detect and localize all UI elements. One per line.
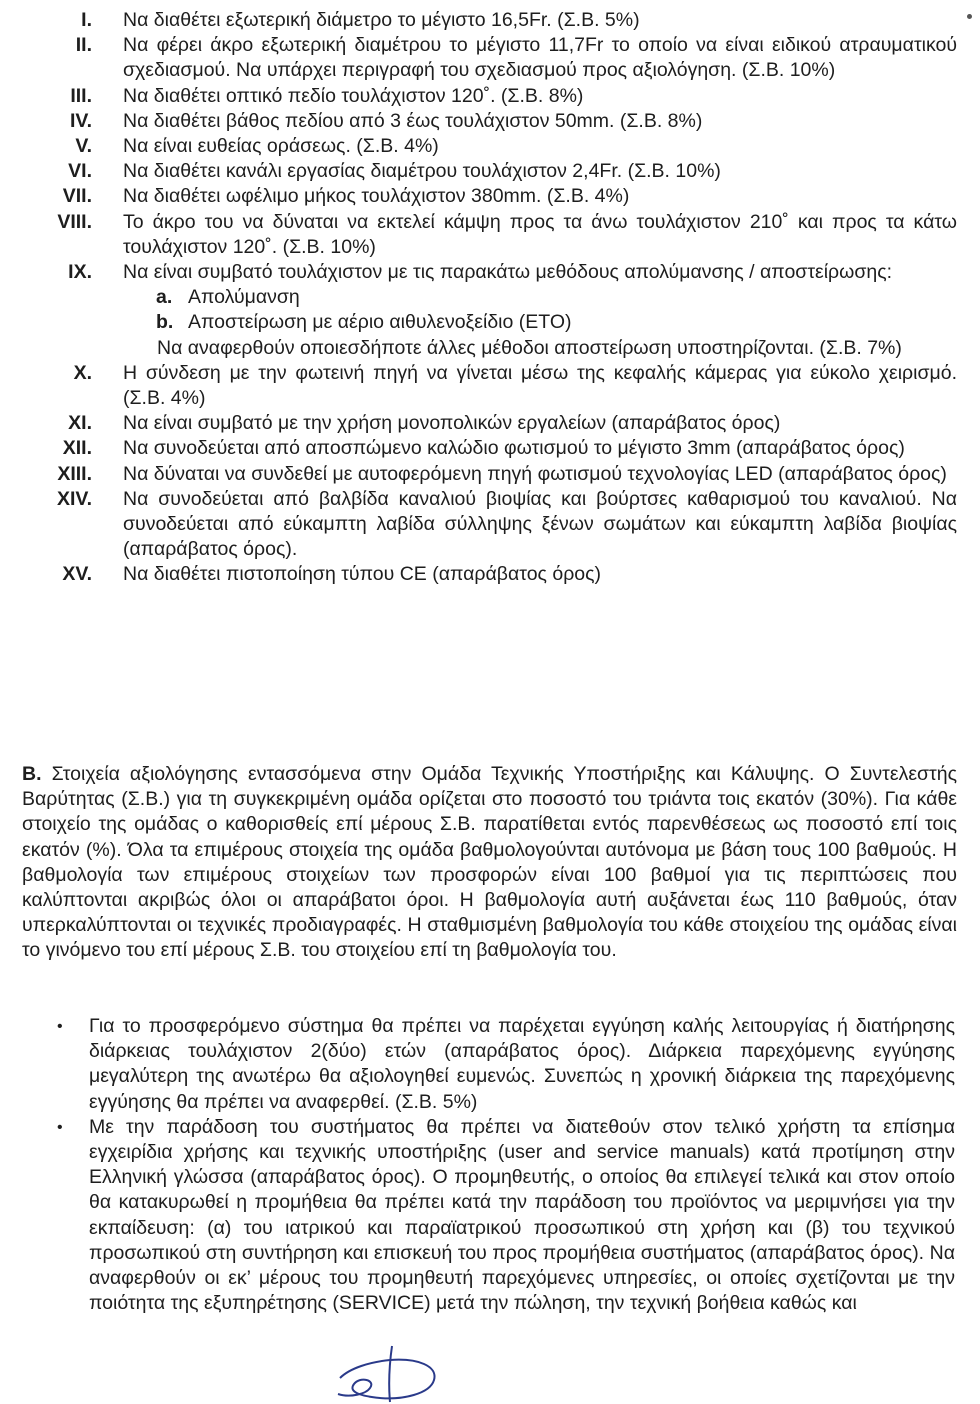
item-text: Να είναι ευθείας οράσεως. (Σ.Β. 4%) — [123, 135, 439, 158]
item-text: Να συνοδεύεται από βαλβίδα καναλιού βιοψίας και βούρτσες καθαρισμού του καναλιού. Να συνοδεύεται από εύκαμπτη λαβίδα σύλληψης ξένων σωμάτων και εύκαμπτη λαβίδα βιοψίας (απαράβατος όρος). — [123, 487, 957, 561]
spec-item — [0, 462, 980, 487]
item-text: Να είναι συμβατό τουλάχιστον με τις παρακάτω μεθόδους απολύμανσης / αποστείρωσης: — [123, 261, 893, 284]
bullet-item — [0, 1115, 980, 1317]
sub-item — [0, 310, 980, 335]
sub-item-label: b. — [156, 311, 174, 334]
bullet-text: Με την παράδοση του συστήματος θα πρέπει να διατεθούν στον τελικό χρήστη τα επίσημα εγχειρίδια χρήσης και τεχνικής υποστήριξης (user and service manuals) κατά προτίμηση στην Ελληνική γλώσσα (απαράβατος όρος). Ο προμηθευτής, ο οποίος θα επιλεγεί τελικά και στον οποίο θα κατακυρωθεί η προμήθεια θα πρέπει κατά την παράδοση του προϊόντος να μεριμνήσει για την εκπαίδευση: (α) του ιατρικού και παραϊατρικού προσωπικού στη χρήση και (β) του τεχνικού προσωπικού στη συντήρηση και επισκευή του προς προμήθεια συστήματος (απαράβατος όρος). Να αναφερθούν οι εκ’ μέρους του προμηθευτή παρεχόμενες υπηρεσίες, οι οποίες σχετίζονται με την ποιότητα της εξυπηρέτησης (SERVICE) μετά την πώληση, την τεχνική βοήθεια καθώς και — [89, 1115, 955, 1315]
spec-item — [0, 260, 980, 285]
spec-item — [0, 487, 980, 563]
item-text: Να διαθέτει βάθος πεδίου από 3 έως τουλάχιστον 50mm. (Σ.Β. 8%) — [123, 109, 703, 132]
bullet-icon: • — [57, 1018, 63, 1035]
section-b-paragraph — [22, 762, 957, 964]
spec-item — [0, 210, 980, 260]
item-number: XIV. — [56, 487, 92, 510]
spec-item — [0, 436, 980, 461]
item-number: XIII. — [57, 462, 92, 485]
sub-item — [0, 285, 980, 310]
sub-note: Να αναφερθούν οποιεσδήποτε άλλες μέθοδοι αποστείρωση υποστηρίζονται. (Σ.Β. 7%) — [157, 336, 902, 359]
section-b-text: Στοιχεία αξιολόγησης εντασσόμενα στην Ομάδα Τεχνικής Υποστήριξης και Κάλυψης. Ο Συντελεστής Βαρύτητας (Σ.Β.) για τη συγκεκριμένη ομάδα ορίζεται στο ποσοστό του τριάντα τοις εκατόν (30%). Για κάθε στοιχείο της ομάδας ο καθορισθείς επί μέρους Σ.Β. παρατίθεται εντός παρενθέσεως ως ποσοστό επί τοις εκατόν (%). Όλα τα επιμέρους στοιχεία της ομάδα βαθμολογούνται αυτόνομα με βάση τους 100 βαθμούς. Η βαθμολογία των επιμέρους στοιχείων των προσφορών είναι 100 βαθμοί για τις περιπτώσεις που καλύπτονται ακριβώς όλοι οι απαράβατοι όροι. Η βαθμολογία αυτή αυξάνεται έως 110 βαθμούς, όταν υπερκαλύπτονται οι τεχνικές προδιαγραφές. Η σταθμισμένη βαθμολογία του κάθε στοιχείου της ομάδας είναι το γινόμενο του επί μέρους Σ.Β. του στοιχείου επί τη βαθμολογία του. — [22, 763, 957, 962]
item-text: Να συνοδεύεται από αποσπώμενο καλώδιο φωτισμού το μέγιστο 3mm (απαράβατος όρος) — [123, 437, 905, 460]
sub-item-text: Απολύμανση — [188, 286, 300, 309]
spec-list — [0, 8, 980, 588]
sub-item-label: a. — [156, 286, 173, 309]
sub-item-text: Αποστείρωση με αέριο αιθυλενοξείδιο (ΕΤΟ) — [188, 311, 572, 334]
bullet-icon: • — [57, 1118, 63, 1136]
item-number: VIII. — [57, 210, 92, 233]
item-number: X. — [73, 361, 92, 384]
item-text: Η σύνδεση με την φωτεινή πηγή να γίνεται μέσω της κεφαλής κάμερας για εύκολο χειρισμό. (Σ.Β. 4%) — [123, 361, 957, 410]
handwritten-signature — [330, 1340, 450, 1404]
item-text: Να φέρει άκρο εξωτερική διαμέτρου το μέγιστο 11,7Fr το οποίο να είναι ειδικού ατραυματικού σχεδιασμού. Να υπάρχει περιγραφή του σχεδιασμού προς αξιολόγηση. (Σ.Β. 10%) — [123, 34, 957, 82]
spec-item — [0, 361, 980, 411]
spec-item — [0, 134, 980, 159]
item-number: XI. — [68, 412, 92, 435]
item-number: XII. — [62, 437, 92, 460]
spec-item — [0, 411, 980, 436]
item-number: II. — [75, 34, 92, 57]
spec-item — [0, 84, 980, 109]
bullet-item — [0, 1014, 980, 1115]
item-number: XV. — [62, 563, 92, 586]
item-text: Το άκρο του να δύναται να εκτελεί κάμψη προς τα άνω τουλάχιστον 210˚ και προς τα κάτω τουλάχιστον 120˚. (Σ.Β. 10%) — [123, 210, 957, 258]
item-number: IX. — [68, 261, 92, 284]
spec-item — [0, 33, 980, 83]
item-text: Να διαθέτει εξωτερική διάμετρο το μέγιστο 16,5Fr. (Σ.Β. 5%) — [123, 9, 640, 31]
item-text: Να διαθέτει ωφέλιμο μήκος τουλάχιστον 380mm. (Σ.Β. 4%) — [123, 185, 630, 208]
item-number: I. — [81, 9, 92, 31]
spec-item — [0, 159, 980, 184]
spec-item — [0, 8, 980, 33]
spec-item — [0, 109, 980, 134]
item-text: Να διαθέτει πιστοποίηση τύπου CE (απαράβατος όρος) — [123, 563, 602, 586]
item-number: III. — [70, 84, 92, 107]
item-text: Να διαθέτει οπτικό πεδίο τουλάχιστον 120˚. (Σ.Β. 8%) — [123, 84, 584, 107]
item-text: Να είναι συμβατό με την χρήση μονοπολικών εργαλείων (απαράβατος όρος) — [123, 412, 781, 435]
section-b-label: Β. — [22, 763, 42, 785]
spec-item — [0, 562, 980, 587]
item-number: VII. — [62, 185, 92, 208]
item-text: Να διαθέτει κανάλι εργασίας διαμέτρου τουλάχιστον 2,4Fr. (Σ.Β. 10%) — [123, 160, 721, 183]
bullet-list — [0, 1014, 980, 1316]
item-number: VI. — [68, 160, 92, 183]
item-text: Να δύναται να συνδεθεί με αυτοφερόμενη πηγή φωτισμού τεχνολογίας LED (απαράβατος όρος) — [123, 462, 947, 485]
bullet-text: Για το προσφερόμενο σύστημα θα πρέπει να παρέχεται εγγύηση καλής λειτουργίας ή διατήρησης διάρκειας τουλάχιστον 2(δύο) ετών (απαράβατος όρος). Διάρκεια παρεχόμενης εγγύησης μεγαλύτερη της ανωτέρω θα αξιολογηθεί ευμενώς. Συνεπώς η χρονική διάρκεια της παρεχόμενης εγγύησης θα πρέπει να αναφερθεί. (Σ.Β. 5%) — [89, 1015, 955, 1113]
item-number: IV. — [69, 109, 92, 132]
item-number: V. — [75, 135, 92, 158]
spec-item — [0, 184, 980, 209]
